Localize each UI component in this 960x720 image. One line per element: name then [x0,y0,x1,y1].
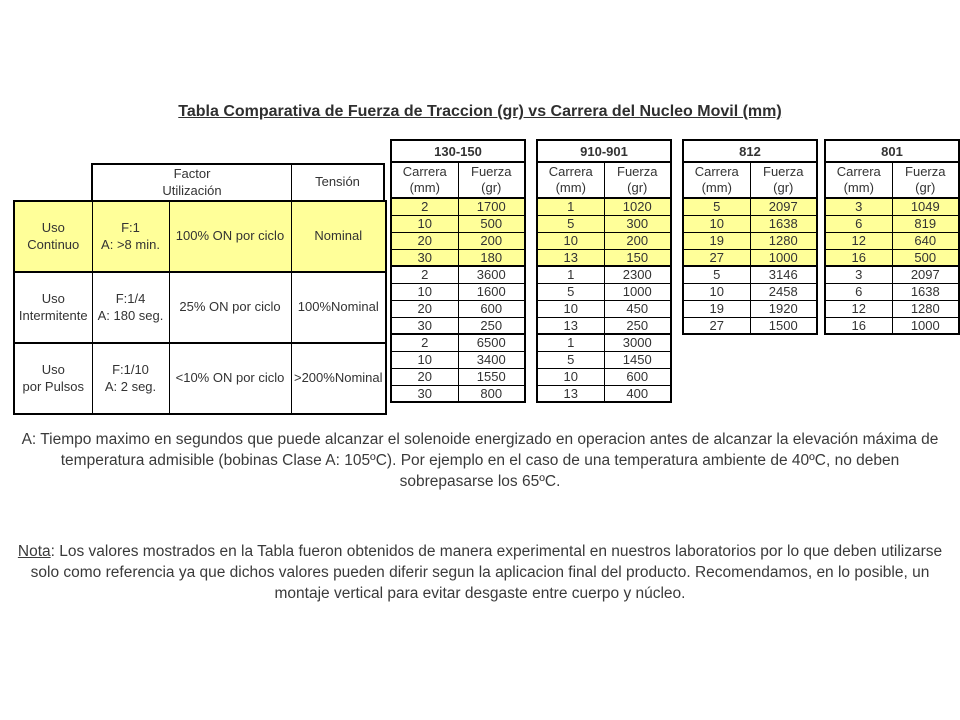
table-row [683,232,817,249]
table-row [537,385,671,402]
carrera-value: 3 [825,198,892,215]
table-row [537,283,671,300]
fuerza-value: 3000 [604,334,671,351]
fuerza-value: 1600 [458,283,525,300]
table-row [391,368,525,385]
uso-cell: Uso por Pulsos [14,343,92,414]
table-row [537,351,671,368]
table-row [391,249,525,266]
carrera-value: 5 [683,198,750,215]
table-row [537,232,671,249]
fuerza-column-header: Fuerza (gr) [604,162,671,198]
carrera-value: 5 [537,283,604,300]
column-header-row [825,162,959,198]
carrera-value: 10 [391,351,458,368]
carrera-value: 2 [391,334,458,351]
fuerza-column-header: Fuerza (gr) [750,162,817,198]
carrera-value: 2 [391,198,458,215]
fuerza-value: 1920 [750,300,817,317]
tables-region [13,139,960,415]
carrera-value: 20 [391,232,458,249]
carrera-value: 13 [537,249,604,266]
tension-header: Tensión [315,174,360,190]
table-row [537,334,671,351]
model-name-row [683,140,817,162]
carrera-value: 16 [825,317,892,334]
table-row [391,385,525,402]
table-row [391,232,525,249]
fuerza-value: 1638 [750,215,817,232]
tension-cell: Nominal [291,201,386,272]
carrera-value: 10 [391,283,458,300]
fuerza-value: 1500 [750,317,817,334]
carrera-value: 30 [391,249,458,266]
fuerza-value: 600 [458,300,525,317]
table-row [537,368,671,385]
carrera-column-header: Carrera (mm) [683,162,750,198]
table-row [825,266,959,283]
table-row [391,266,525,283]
carrera-value: 1 [537,334,604,351]
tension-cell: >200%Nominal [291,343,386,414]
model-name-row [391,140,525,162]
carrera-value: 10 [537,368,604,385]
fuerza-value: 1450 [604,351,671,368]
fuerza-value: 1000 [892,317,959,334]
model-name-row [825,140,959,162]
fuerza-value: 200 [604,232,671,249]
table-row [537,300,671,317]
duty-cell: <10% ON por ciclo [169,343,291,414]
fuerza-value: 3146 [750,266,817,283]
fuerza-value: 2097 [750,198,817,215]
model-name: 130-150 [391,140,525,162]
fuerza-value: 1550 [458,368,525,385]
nota-label: Nota [17,543,51,560]
table-row [537,198,671,215]
column-header-row [537,162,671,198]
carrera-value: 16 [825,249,892,266]
fuerza-value: 500 [892,249,959,266]
carrera-value: 12 [825,300,892,317]
table-row [825,300,959,317]
table-row [391,351,525,368]
carrera-value: 20 [391,368,458,385]
table-row [825,215,959,232]
table-row [391,334,525,351]
table-row [825,249,959,266]
table-row [14,201,386,272]
carrera-value: 10 [391,215,458,232]
table-row [683,198,817,215]
carrera-value: 10 [537,300,604,317]
carrera-column-header: Carrera (mm) [391,162,458,198]
table-row [683,283,817,300]
fuerza-value: 1280 [892,300,959,317]
page-title: Tabla Comparativa de Fuerza de Traccion (gr) vs Carrera del Nucleo Movil (mm) [178,103,782,120]
fuerza-value: 250 [604,317,671,334]
fuerza-value: 600 [604,368,671,385]
carrera-value: 19 [683,232,750,249]
fuerza-value: 1020 [604,198,671,215]
carrera-column-header: Carrera (mm) [825,162,892,198]
table-row [825,198,959,215]
factor-cell: F:1/10 A: 2 seg. [92,343,169,414]
uso-cell: Uso Intermitente [14,272,92,343]
table-row [391,300,525,317]
table-row [14,343,386,414]
fuerza-value: 6500 [458,334,525,351]
table-row [537,317,671,334]
note-a: A: Tiempo maximo en segundos que puede alcanzar el solenoide energizado en operacion antes de alcanzar la elevación máxima de temperatura admisible (bobinas Clase A: 105ºC). Por ejemplo en el caso de una temperatura ambiente de 40ºC, no deben sobrepasarse los 65ºC. [21,431,939,490]
fuerza-value: 819 [892,215,959,232]
table-row [391,215,525,232]
nota-text: : Los valores mostrados en la Tabla fueron obtenidos de manera experimental en nuestros laboratorios por lo que deben utilizarse solo como referencia ya que dichos valores pueden diferir segun la aplicacion final del producto. Recomendamos, en lo posible, un montaje vertical para evitar desgaste entre cuerpo y núcleo. [30,543,943,602]
model-name: 910-901 [537,140,671,162]
table-row [683,249,817,266]
factor-utilizacion-header: Factor Utilización [93,165,292,200]
fuerza-value: 1000 [604,283,671,300]
table-row [683,266,817,283]
carrera-value: 3 [825,266,892,283]
carrera-value: 19 [683,300,750,317]
factor-cell: F:1/4 A: 180 seg. [92,272,169,343]
fuerza-value: 1638 [892,283,959,300]
carrera-value: 10 [683,283,750,300]
table-row [825,317,959,334]
table-row [537,249,671,266]
carrera-value: 30 [391,317,458,334]
usage-table-header [91,163,385,200]
factor-cell: F:1 A: >8 min. [92,201,169,272]
fuerza-value: 450 [604,300,671,317]
fuerza-value: 800 [458,385,525,402]
carrera-value: 30 [391,385,458,402]
model-table-body [391,198,525,402]
fuerza-value: 1700 [458,198,525,215]
fuerza-value: 1000 [750,249,817,266]
fuerza-value: 300 [604,215,671,232]
model-name: 801 [825,140,959,162]
carrera-value: 5 [683,266,750,283]
table-row [537,215,671,232]
carrera-column-header: Carrera (mm) [537,162,604,198]
carrera-value: 12 [825,232,892,249]
note-nota [13,541,948,604]
model-table-801 [824,139,960,335]
fuerza-value: 150 [604,249,671,266]
table-row [825,283,959,300]
table-row [391,317,525,334]
carrera-value: 10 [683,215,750,232]
carrera-value: 5 [537,351,604,368]
carrera-value: 5 [537,215,604,232]
fuerza-value: 3600 [458,266,525,283]
carrera-value: 13 [537,385,604,402]
model-table-body [683,198,817,334]
fuerza-value: 2300 [604,266,671,283]
carrera-value: 6 [825,283,892,300]
carrera-value: 2 [391,266,458,283]
carrera-value: 27 [683,317,750,334]
model-name-row [537,140,671,162]
fuerza-value: 180 [458,249,525,266]
table-row [683,215,817,232]
table-row [683,300,817,317]
model-table-910-901 [536,139,672,403]
model-table-body [825,198,959,334]
fuerza-value: 1049 [892,198,959,215]
fuerza-value: 200 [458,232,525,249]
column-header-row [683,162,817,198]
fuerza-value: 1280 [750,232,817,249]
model-table-812 [682,139,818,335]
usage-factor-table [13,163,385,415]
fuerza-value: 2097 [892,266,959,283]
fuerza-value: 400 [604,385,671,402]
table-row [391,283,525,300]
model-table-130-150 [390,139,526,403]
table-row [825,232,959,249]
fuerza-value: 250 [458,317,525,334]
duty-cell: 25% ON por ciclo [169,272,291,343]
table-row [683,317,817,334]
carrera-value: 6 [825,215,892,232]
fuerza-column-header: Fuerza (gr) [458,162,525,198]
model-table-body [537,198,671,402]
carrera-value: 10 [537,232,604,249]
fuerza-value: 500 [458,215,525,232]
tension-cell: 100%Nominal [291,272,386,343]
column-header-row [391,162,525,198]
carrera-value: 20 [391,300,458,317]
carrera-value: 1 [537,198,604,215]
carrera-value: 13 [537,317,604,334]
table-row [391,198,525,215]
fuerza-value: 3400 [458,351,525,368]
uso-cell: Uso Continuo [14,201,92,272]
carrera-value: 27 [683,249,750,266]
fuerza-column-header: Fuerza (gr) [892,162,959,198]
duty-cell: 100% ON por ciclo [169,201,291,272]
fuerza-value: 2458 [750,283,817,300]
model-name: 812 [683,140,817,162]
table-row [537,266,671,283]
carrera-value: 1 [537,266,604,283]
fuerza-value: 640 [892,232,959,249]
table-row [14,272,386,343]
